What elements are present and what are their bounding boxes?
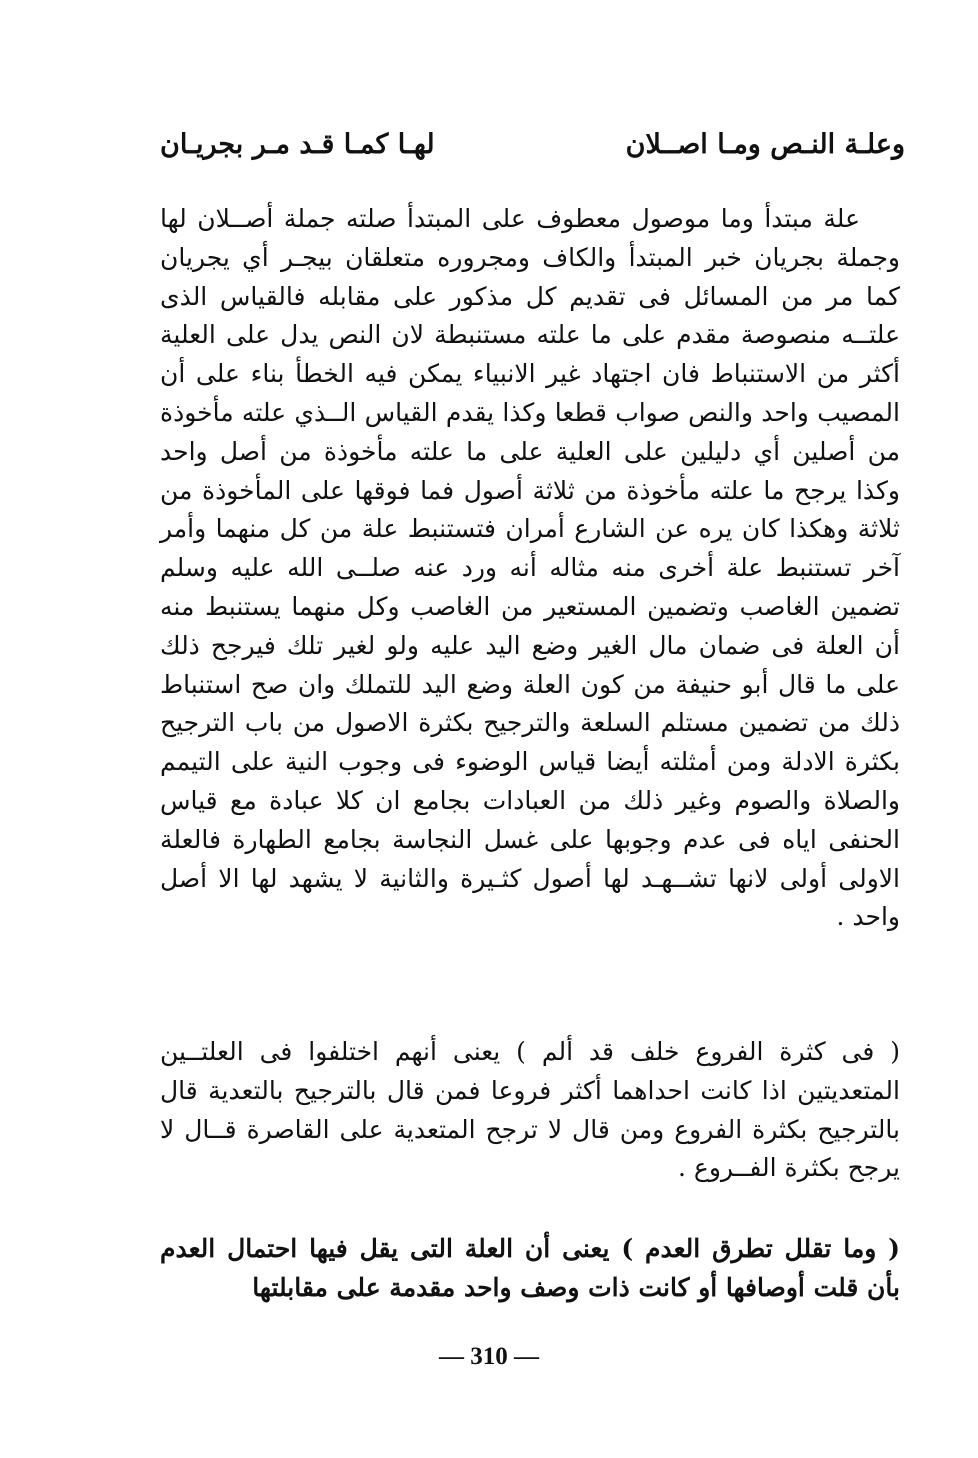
commentary-paragraph-2: ( فى كثرة الفروع خلف قد ألم ) يعنى أنهم اختلفوا فى العلتــين المتعديتين اذا كانت احداهما أكثر فروعا فمن قال بالترجيح بالتعدية قال بالترجيح بكثرة الفروع ومن قال لا ترجح المتعدية على القاصرة قــال لا يرجح بكثرة الفــروع . bbox=[160, 1037, 900, 1183]
commentary-paragraph-1: علة مبتدأ وما موصول معطوف على المبتدأ صلته جملة أصــلان لها وجملة بجريان خبر المبتدأ والكاف ومجروره متعلقان بيجـر أي يجريان كما مر من المسائل فى تقديم كل مذكور على مقابله فالقياس الذى علتــه منصوصة مقدم على ما علته مستنبطة لان النص يدل على العلية أكثر من الاستنباط فان اجتهاد غير الانبياء يمكن فيه الخطأ بناء على أن المصيب واحد والنص صواب قطعا وكذا يقدم القياس الــذي علته مأخوذة من أصلين أي دليلين على العلية على ما علته مأخوذة من أصل واحد وكذا يرجح ما علته مأخوذة من ثلاثة أصول فما فوقها على المأخوذة من ثلاثة وهكذا كان يره عن الشارع أمران فتستنبط علة من كل منهما وأمر آخر تستنبط علة أخرى منه مثاله أنه ورد عنه صلــى الله عليه وسلم تضمين الغاصب وتضمين المستعير من الغاصب وكل منهما يستنبط منه أن العلة فى ضمان مال الغير وضع اليد عليه ولو لغير تلك فيرجح ذلك على ما قال أبو حنيفة من كون العلة وضع اليد للتملك وان صح استنباط ذلك من تضمين مستلم السلعة والترجيح بكثرة الاصول من باب الترجيح بكثرة الادلة ومن أمثلته أيضا قياس الوضوء فى وجوب النية على التيمم والصلاة والصوم وغير ذلك من العبادات بجامع ان كلا عبادة مع قياس الحنفى اياه فى عدم وجوبها على غسل النجاسة بجامع الطهارة فالعلة الاولى أولى لانها تشــهـد لها أصول كثـيرة والثانية لا يشهد لها الا أصل واحد . bbox=[160, 204, 900, 932]
verse-hemistich-second: لهـا كمـا قـد مـر بجريـان bbox=[160, 129, 435, 160]
page-number: — 310 — bbox=[439, 1343, 539, 1370]
commentary-paragraph-3: ( وما تقلل تطرق العدم ) يعنى أن العلة التى يقل فيها احتمال العدم بأن قلت أوصافها أو كانت ذات وصف واحد مقدمة على مقابلتها bbox=[160, 1234, 900, 1302]
verse-hemistich-first: وعلـة النـص ومـا اصــلان bbox=[625, 129, 905, 160]
verse-line bbox=[160, 120, 905, 170]
